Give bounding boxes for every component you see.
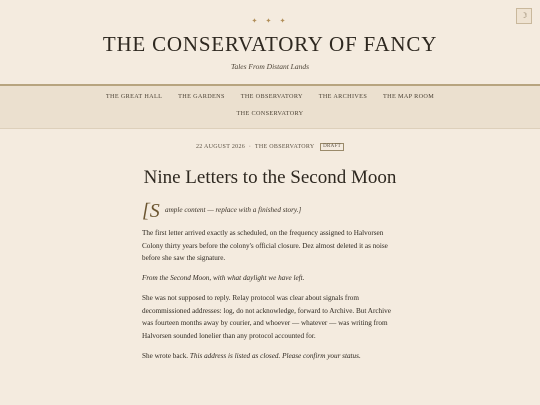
drop-cap: [S [142, 200, 160, 222]
paragraph-2: From the Second Moon, with what daylight we have left. [142, 274, 305, 283]
site-tagline: Tales From Distant Lands [230, 62, 309, 71]
nav-item-map-room[interactable]: THE MAP ROOM [383, 93, 435, 100]
header-ornament: ✦ ✦ ✦ [251, 17, 289, 25]
article-title: Nine Letters to the Second Moon [143, 167, 397, 188]
site-title[interactable]: THE CONSERVATORY OF FANCY [102, 32, 438, 56]
nav-row-secondary [0, 110, 540, 118]
paragraph-4-quote: This address is listed as closed. Please confirm your status. [189, 351, 361, 360]
nav-item-great-hall[interactable]: THE GREAT HALL [105, 93, 163, 100]
post-date: 22 AUGUST 2026 [195, 144, 246, 150]
article-body [142, 227, 398, 362]
article [142, 143, 398, 362]
nav-row-primary [0, 93, 540, 101]
nav-item-gardens[interactable]: THE GARDENS [178, 93, 225, 100]
paragraph-4 [142, 350, 398, 363]
nav-item-archives[interactable]: THE ARCHIVES [318, 93, 368, 100]
meta-separator: · [248, 144, 252, 150]
nav-item-conservatory[interactable]: THE CONSERVATORY [236, 110, 304, 117]
post-category-link[interactable]: THE OBSERVATORY [254, 144, 315, 150]
nav-item-observatory[interactable]: THE OBSERVATORY [240, 93, 303, 100]
post-meta [142, 143, 398, 152]
main-navigation [0, 86, 540, 129]
placeholder-note [142, 202, 398, 222]
moon-icon: ☽ [520, 11, 528, 20]
theme-toggle-button[interactable] [516, 8, 532, 24]
draft-badge: DRAFT [320, 143, 344, 151]
paragraph-4-text: She wrote back. [142, 351, 190, 360]
placeholder-text: ample content — replace with a finished story.] [165, 206, 302, 214]
paragraph-1: The first letter arrived exactly as scheduled, on the frequency assigned to Halvorsen Colony thirty years before the colony's official closure. Dez almost deleted it as noise before she saw the signature. [142, 229, 388, 263]
paragraph-3: She was not supposed to reply. Relay protocol was clear about signals from decommissioned addresses: log, do not acknowledge, forward to Archive. But Archive was fourteen months away by courier, and whoever — whatever — was writing from Halvorsen sounded lonelier than any protocol accounted for. [142, 293, 391, 340]
site-header [0, 0, 540, 69]
